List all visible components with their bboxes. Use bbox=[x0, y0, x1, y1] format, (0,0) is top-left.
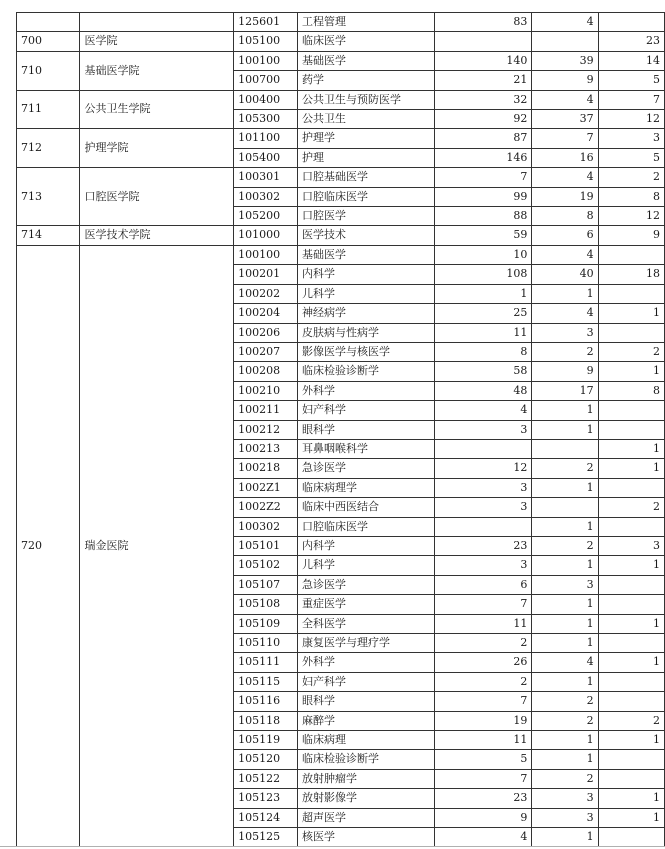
count-cell-1: 25 bbox=[434, 304, 532, 323]
count-cell-2: 4 bbox=[532, 168, 598, 187]
count-cell-3: 1 bbox=[598, 556, 664, 575]
count-cell-2 bbox=[532, 439, 598, 458]
count-cell-3: 1 bbox=[598, 439, 664, 458]
major-name-cell: 影像医学与核医学 bbox=[297, 342, 434, 361]
major-name-cell: 皮肤病与性病学 bbox=[297, 323, 434, 342]
department-code-cell: 712 bbox=[17, 129, 80, 168]
count-cell-3: 3 bbox=[598, 536, 664, 555]
count-cell-2: 1 bbox=[532, 420, 598, 439]
count-cell-1: 19 bbox=[434, 711, 532, 730]
count-cell-2: 8 bbox=[532, 207, 598, 226]
count-cell-3: 2 bbox=[598, 711, 664, 730]
count-cell-1: 7 bbox=[434, 692, 532, 711]
count-cell-2: 7 bbox=[532, 129, 598, 148]
major-code-cell: 100207 bbox=[234, 342, 298, 361]
count-cell-2: 9 bbox=[532, 362, 598, 381]
major-name-cell: 公共卫生 bbox=[297, 110, 434, 129]
major-code-cell: 105125 bbox=[234, 828, 298, 847]
count-cell-1: 3 bbox=[434, 498, 532, 517]
major-name-cell: 儿科学 bbox=[297, 284, 434, 303]
major-code-cell: 105109 bbox=[234, 614, 298, 633]
major-code-cell: 101100 bbox=[234, 129, 298, 148]
major-code-cell: 100302 bbox=[234, 517, 298, 536]
count-cell-3 bbox=[598, 672, 664, 691]
count-cell-3: 5 bbox=[598, 71, 664, 90]
major-name-cell: 妇产科学 bbox=[297, 672, 434, 691]
count-cell-2: 1 bbox=[532, 284, 598, 303]
major-name-cell: 眼科学 bbox=[297, 420, 434, 439]
major-name-cell: 重症医学 bbox=[297, 595, 434, 614]
count-cell-2: 1 bbox=[532, 517, 598, 536]
department-code-cell: 700 bbox=[17, 32, 80, 51]
count-cell-3 bbox=[598, 478, 664, 497]
count-cell-1: 7 bbox=[434, 595, 532, 614]
major-name-cell: 口腔临床医学 bbox=[297, 517, 434, 536]
count-cell-2: 2 bbox=[532, 536, 598, 555]
major-name-cell: 工程管理 bbox=[297, 13, 434, 32]
major-code-cell: 125601 bbox=[234, 13, 298, 32]
count-cell-1 bbox=[434, 517, 532, 536]
count-cell-2: 2 bbox=[532, 711, 598, 730]
major-code-cell: 100213 bbox=[234, 439, 298, 458]
count-cell-1: 87 bbox=[434, 129, 532, 148]
major-name-cell: 基础医学 bbox=[297, 245, 434, 264]
major-name-cell: 医学技术 bbox=[297, 226, 434, 245]
count-cell-2 bbox=[532, 498, 598, 517]
count-cell-1: 7 bbox=[434, 769, 532, 788]
major-name-cell: 药学 bbox=[297, 71, 434, 90]
major-name-cell: 放射肿瘤学 bbox=[297, 769, 434, 788]
major-code-cell: 105111 bbox=[234, 653, 298, 672]
count-cell-3 bbox=[598, 750, 664, 769]
count-cell-1: 92 bbox=[434, 110, 532, 129]
count-cell-3 bbox=[598, 245, 664, 264]
count-cell-2: 2 bbox=[532, 692, 598, 711]
count-cell-1: 108 bbox=[434, 265, 532, 284]
major-name-cell: 急诊医学 bbox=[297, 575, 434, 594]
major-code-cell: 105200 bbox=[234, 207, 298, 226]
major-code-cell: 100400 bbox=[234, 90, 298, 109]
major-code-cell: 100210 bbox=[234, 381, 298, 400]
count-cell-2: 16 bbox=[532, 148, 598, 167]
department-name-cell: 基础医学院 bbox=[80, 51, 234, 90]
count-cell-2: 1 bbox=[532, 634, 598, 653]
count-cell-1: 6 bbox=[434, 575, 532, 594]
major-code-cell: 100208 bbox=[234, 362, 298, 381]
major-code-cell: 100301 bbox=[234, 168, 298, 187]
count-cell-3: 3 bbox=[598, 129, 664, 148]
department-code-cell: 710 bbox=[17, 51, 80, 90]
major-name-cell: 临床检验诊断学 bbox=[297, 750, 434, 769]
count-cell-1: 11 bbox=[434, 323, 532, 342]
major-name-cell: 口腔基础医学 bbox=[297, 168, 434, 187]
count-cell-2: 1 bbox=[532, 731, 598, 750]
major-code-cell: 105101 bbox=[234, 536, 298, 555]
count-cell-2: 1 bbox=[532, 478, 598, 497]
major-name-cell: 内科学 bbox=[297, 536, 434, 555]
major-name-cell: 口腔医学 bbox=[297, 207, 434, 226]
page-bottom-divider bbox=[0, 846, 665, 847]
count-cell-1: 4 bbox=[434, 401, 532, 420]
count-cell-2: 1 bbox=[532, 750, 598, 769]
count-cell-3: 18 bbox=[598, 265, 664, 284]
table-row bbox=[17, 226, 665, 245]
major-code-cell: 105115 bbox=[234, 672, 298, 691]
count-cell-1: 26 bbox=[434, 653, 532, 672]
department-code-cell bbox=[17, 13, 80, 32]
count-cell-3 bbox=[598, 323, 664, 342]
table-row bbox=[17, 168, 665, 187]
enrollment-table bbox=[16, 12, 665, 847]
count-cell-3: 23 bbox=[598, 32, 664, 51]
major-name-cell: 公共卫生与预防医学 bbox=[297, 90, 434, 109]
major-name-cell: 放射影像学 bbox=[297, 789, 434, 808]
department-code-cell: 714 bbox=[17, 226, 80, 245]
department-name-cell: 护理学院 bbox=[80, 129, 234, 168]
count-cell-3: 1 bbox=[598, 614, 664, 633]
count-cell-1: 8 bbox=[434, 342, 532, 361]
count-cell-1: 3 bbox=[434, 420, 532, 439]
count-cell-3: 14 bbox=[598, 51, 664, 70]
count-cell-1: 88 bbox=[434, 207, 532, 226]
major-name-cell: 基础医学 bbox=[297, 51, 434, 70]
count-cell-3: 7 bbox=[598, 90, 664, 109]
major-name-cell: 全科医学 bbox=[297, 614, 434, 633]
table-row bbox=[17, 51, 665, 70]
count-cell-2: 4 bbox=[532, 304, 598, 323]
major-code-cell: 100202 bbox=[234, 284, 298, 303]
major-code-cell: 105400 bbox=[234, 148, 298, 167]
major-code-cell: 105123 bbox=[234, 789, 298, 808]
department-name-cell: 口腔医学院 bbox=[80, 168, 234, 226]
count-cell-1: 21 bbox=[434, 71, 532, 90]
count-cell-3: 1 bbox=[598, 789, 664, 808]
table-body bbox=[17, 13, 665, 847]
major-name-cell: 临床中西医结合 bbox=[297, 498, 434, 517]
count-cell-2: 1 bbox=[532, 595, 598, 614]
major-code-cell: 105122 bbox=[234, 769, 298, 788]
count-cell-1: 11 bbox=[434, 614, 532, 633]
major-name-cell: 核医学 bbox=[297, 828, 434, 847]
department-name-cell: 医学院 bbox=[80, 32, 234, 51]
count-cell-3 bbox=[598, 13, 664, 32]
count-cell-2: 1 bbox=[532, 614, 598, 633]
count-cell-2: 3 bbox=[532, 575, 598, 594]
count-cell-1: 1 bbox=[434, 284, 532, 303]
count-cell-1: 3 bbox=[434, 556, 532, 575]
major-name-cell: 临床病理学 bbox=[297, 478, 434, 497]
count-cell-2: 4 bbox=[532, 90, 598, 109]
count-cell-3: 8 bbox=[598, 187, 664, 206]
count-cell-2: 37 bbox=[532, 110, 598, 129]
major-code-cell: 105120 bbox=[234, 750, 298, 769]
major-name-cell: 耳鼻咽喉科学 bbox=[297, 439, 434, 458]
count-cell-1: 3 bbox=[434, 478, 532, 497]
major-name-cell: 外科学 bbox=[297, 381, 434, 400]
major-name-cell: 护理 bbox=[297, 148, 434, 167]
count-cell-3: 12 bbox=[598, 207, 664, 226]
count-cell-2: 2 bbox=[532, 769, 598, 788]
count-cell-1: 83 bbox=[434, 13, 532, 32]
count-cell-1: 23 bbox=[434, 789, 532, 808]
major-code-cell: 100218 bbox=[234, 459, 298, 478]
count-cell-2: 6 bbox=[532, 226, 598, 245]
count-cell-1: 9 bbox=[434, 808, 532, 827]
major-code-cell: 101000 bbox=[234, 226, 298, 245]
count-cell-3 bbox=[598, 828, 664, 847]
count-cell-3 bbox=[598, 401, 664, 420]
count-cell-3: 8 bbox=[598, 381, 664, 400]
major-code-cell: 100700 bbox=[234, 71, 298, 90]
major-code-cell: 1002Z2 bbox=[234, 498, 298, 517]
department-name-cell: 医学技术学院 bbox=[80, 226, 234, 245]
count-cell-2: 2 bbox=[532, 342, 598, 361]
count-cell-2: 2 bbox=[532, 459, 598, 478]
major-name-cell: 口腔临床医学 bbox=[297, 187, 434, 206]
count-cell-1: 48 bbox=[434, 381, 532, 400]
major-code-cell: 100212 bbox=[234, 420, 298, 439]
major-code-cell: 100100 bbox=[234, 245, 298, 264]
major-code-cell: 105100 bbox=[234, 32, 298, 51]
count-cell-3: 2 bbox=[598, 168, 664, 187]
count-cell-3: 12 bbox=[598, 110, 664, 129]
count-cell-3: 1 bbox=[598, 731, 664, 750]
count-cell-3: 5 bbox=[598, 148, 664, 167]
count-cell-3: 1 bbox=[598, 362, 664, 381]
count-cell-3 bbox=[598, 517, 664, 536]
major-code-cell: 100211 bbox=[234, 401, 298, 420]
major-name-cell: 临床检验诊断学 bbox=[297, 362, 434, 381]
table-row bbox=[17, 13, 665, 32]
department-name-cell: 公共卫生学院 bbox=[80, 90, 234, 129]
count-cell-2: 4 bbox=[532, 245, 598, 264]
count-cell-2: 4 bbox=[532, 653, 598, 672]
count-cell-1: 99 bbox=[434, 187, 532, 206]
major-name-cell: 临床病理 bbox=[297, 731, 434, 750]
count-cell-2: 3 bbox=[532, 323, 598, 342]
major-name-cell: 儿科学 bbox=[297, 556, 434, 575]
count-cell-1: 12 bbox=[434, 459, 532, 478]
count-cell-3 bbox=[598, 692, 664, 711]
major-code-cell: 105110 bbox=[234, 634, 298, 653]
major-code-cell: 105118 bbox=[234, 711, 298, 730]
count-cell-2: 9 bbox=[532, 71, 598, 90]
count-cell-1: 59 bbox=[434, 226, 532, 245]
count-cell-3: 1 bbox=[598, 808, 664, 827]
major-code-cell: 100100 bbox=[234, 51, 298, 70]
count-cell-2: 19 bbox=[532, 187, 598, 206]
count-cell-1 bbox=[434, 439, 532, 458]
count-cell-1: 58 bbox=[434, 362, 532, 381]
count-cell-3: 9 bbox=[598, 226, 664, 245]
count-cell-2: 4 bbox=[532, 13, 598, 32]
count-cell-3 bbox=[598, 634, 664, 653]
count-cell-1: 140 bbox=[434, 51, 532, 70]
major-name-cell: 护理学 bbox=[297, 129, 434, 148]
count-cell-3 bbox=[598, 575, 664, 594]
department-code-cell: 720 bbox=[17, 245, 80, 847]
major-name-cell: 麻醉学 bbox=[297, 711, 434, 730]
count-cell-1: 11 bbox=[434, 731, 532, 750]
count-cell-2: 1 bbox=[532, 556, 598, 575]
major-name-cell: 神经病学 bbox=[297, 304, 434, 323]
count-cell-2: 1 bbox=[532, 672, 598, 691]
count-cell-2: 3 bbox=[532, 808, 598, 827]
count-cell-2: 1 bbox=[532, 401, 598, 420]
major-code-cell: 105108 bbox=[234, 595, 298, 614]
major-code-cell: 105116 bbox=[234, 692, 298, 711]
count-cell-1: 2 bbox=[434, 672, 532, 691]
major-name-cell: 超声医学 bbox=[297, 808, 434, 827]
department-code-cell: 713 bbox=[17, 168, 80, 226]
major-code-cell: 1002Z1 bbox=[234, 478, 298, 497]
count-cell-2: 1 bbox=[532, 828, 598, 847]
major-code-cell: 105119 bbox=[234, 731, 298, 750]
count-cell-3 bbox=[598, 769, 664, 788]
count-cell-3: 1 bbox=[598, 653, 664, 672]
count-cell-1: 7 bbox=[434, 168, 532, 187]
count-cell-1: 5 bbox=[434, 750, 532, 769]
count-cell-3: 2 bbox=[598, 498, 664, 517]
major-name-cell: 内科学 bbox=[297, 265, 434, 284]
major-code-cell: 100204 bbox=[234, 304, 298, 323]
count-cell-3: 2 bbox=[598, 342, 664, 361]
major-name-cell: 急诊医学 bbox=[297, 459, 434, 478]
major-code-cell: 105102 bbox=[234, 556, 298, 575]
major-name-cell: 外科学 bbox=[297, 653, 434, 672]
count-cell-1: 10 bbox=[434, 245, 532, 264]
table-row bbox=[17, 90, 665, 109]
count-cell-1: 32 bbox=[434, 90, 532, 109]
count-cell-2: 17 bbox=[532, 381, 598, 400]
department-code-cell: 711 bbox=[17, 90, 80, 129]
count-cell-2: 3 bbox=[532, 789, 598, 808]
table-row bbox=[17, 32, 665, 51]
count-cell-3: 1 bbox=[598, 459, 664, 478]
count-cell-2: 39 bbox=[532, 51, 598, 70]
count-cell-1: 2 bbox=[434, 634, 532, 653]
count-cell-1 bbox=[434, 32, 532, 51]
count-cell-1: 4 bbox=[434, 828, 532, 847]
major-code-cell: 100201 bbox=[234, 265, 298, 284]
major-code-cell: 100302 bbox=[234, 187, 298, 206]
major-code-cell: 105300 bbox=[234, 110, 298, 129]
count-cell-1: 23 bbox=[434, 536, 532, 555]
count-cell-2: 40 bbox=[532, 265, 598, 284]
table-row bbox=[17, 245, 665, 264]
major-code-cell: 105124 bbox=[234, 808, 298, 827]
table-row bbox=[17, 129, 665, 148]
count-cell-3 bbox=[598, 284, 664, 303]
major-name-cell: 妇产科学 bbox=[297, 401, 434, 420]
department-name-cell bbox=[80, 13, 234, 32]
major-code-cell: 105107 bbox=[234, 575, 298, 594]
department-name-cell: 瑞金医院 bbox=[80, 245, 234, 847]
major-code-cell: 100206 bbox=[234, 323, 298, 342]
major-name-cell: 眼科学 bbox=[297, 692, 434, 711]
count-cell-1: 146 bbox=[434, 148, 532, 167]
count-cell-2 bbox=[532, 32, 598, 51]
major-name-cell: 临床医学 bbox=[297, 32, 434, 51]
count-cell-3: 1 bbox=[598, 304, 664, 323]
count-cell-3 bbox=[598, 595, 664, 614]
major-name-cell: 康复医学与理疗学 bbox=[297, 634, 434, 653]
count-cell-3 bbox=[598, 420, 664, 439]
